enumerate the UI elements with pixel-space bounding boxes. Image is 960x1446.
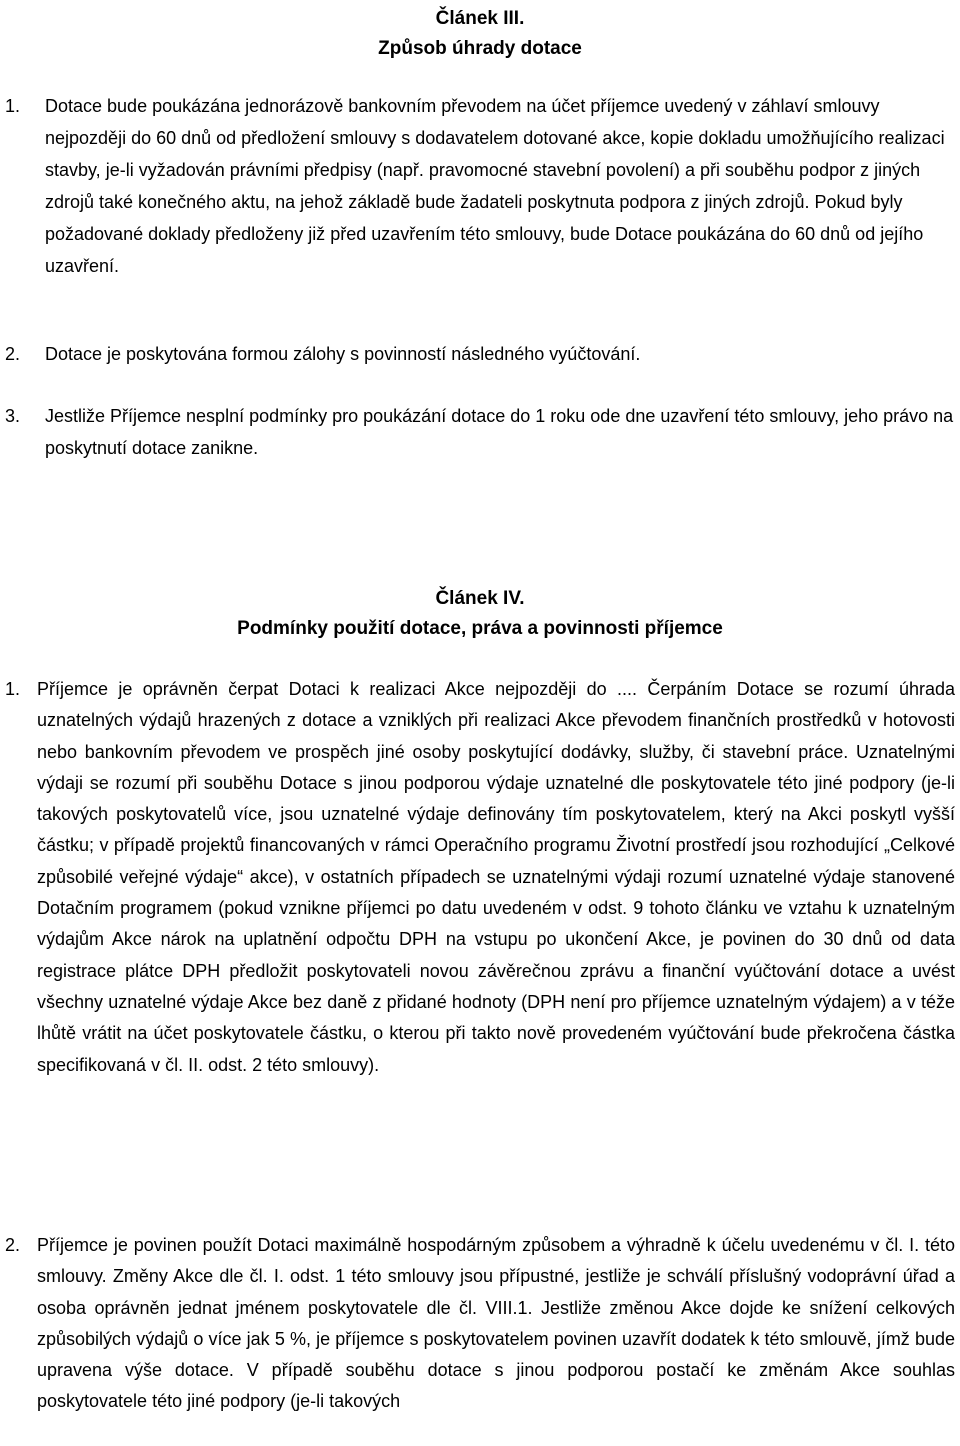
article-3-item-1 <box>5 90 955 282</box>
article-3-item-3 <box>5 400 955 464</box>
article-3-heading <box>0 4 960 64</box>
article-3-item-2 <box>5 338 955 370</box>
item-text: Jestliže Příjemce nesplní podmínky pro poukázání dotace do 1 roku ode dne uzavření této smlouvy, jeho právo na poskytnutí dotace zanikne. <box>45 406 954 458</box>
item-text: Příjemce je oprávněn čerpat Dotaci k realizaci Akce nejpozději do .... Čerpáním Dotace se rozumí úhrada uznatelných výdajů hrazených z dotace a vzniklých při realizaci Akce převodem finančních prostředků v hotovosti nebo bankovním převodem ve prospěch jiné osoby poskytující dodávky, služby, či stavební práce. Uznatelnými výdaji se rozumí při souběhu Dotace s jinou podporou výdaje uznatelné dle poskytovatele této jiné podpory (je-li takových poskytovatelů více, jsou uznatelné výdaje definovány tím poskytovatelem, který na Akci poskytl vyšší částku; v případě projektů financovaných v rámci Operačního programu Životní prostředí jsou rozhodující „Celkové způsobilé veřejné výdaje“ akce), v ostatních případech se uznatelnými výdaji rozumí uznatelné výdaje stanovené Dotačním programem (pokud vznikne příjemci po datu uvedeném v odst. 9 tohoto článku ve vztahu k uznatelným výdajům Akce nárok na uplatnění odpočtu DPH na vstupu po ukončení Akce, je povinen do 30 dnů od data registrace plátce DPH předložit poskytovateli novou závěrečnou zprávu a finanční vyúčtování dotace a uvést všechny uznatelné výdaje Akce bez daně z přidané hodnoty (DPH není pro příjemce uznatelným výdajem) a v téže lhůtě vrátit na účet poskytovatele částku, o kterou při takto nově provedeném vyúčtování bude překročena částka specifikovaná v čl. II. odst. 2 této smlouvy). <box>37 679 955 1075</box>
article-4-item-2 <box>5 1230 955 1418</box>
item-number: 1. <box>5 96 21 116</box>
item-number: 1. <box>5 679 21 699</box>
article-3-subtitle: Způsob úhrady dotace <box>378 38 582 59</box>
article-4-item-1 <box>5 674 955 1081</box>
item-number: 2. <box>5 344 21 364</box>
article-4-title: Článek IV. <box>435 588 525 609</box>
article-4-subtitle: Podmínky použití dotace, práva a povinnosti příjemce <box>237 618 723 639</box>
item-number: 3. <box>5 406 21 426</box>
item-text: Dotace bude poukázána jednorázově bankovním převodem na účet příjemce uvedený v záhlaví smlouvy nejpozději do 60 dnů od předložení smlouvy s dodavatelem dotované akce, kopie dokladu umožňujícího realizaci stavby, je-li vyžadován právními předpisy (např. pravomocné stavební povolení) a při souběhu podpor z jiných zdrojů také konečného aktu, na jehož základě bude žadateli poskytnuta podpora z jiných zdrojů. Pokud byly požadované doklady předloženy již před uzavřením této smlouvy, bude Dotace poukázána do 60 dnů od jejího uzavření. <box>45 96 945 276</box>
article-4-heading <box>0 584 960 644</box>
item-text: Příjemce je povinen použít Dotaci maximálně hospodárným způsobem a výhradně k účelu uvedenému v čl. I. této smlouvy. Změny Akce dle čl. I. odst. 1 této smlouvy jsou přípustné, jestliže je schválí příslušný vodoprávní úřad a osoba oprávněn jednat jménem poskytovatele dle čl. VIII.1. Jestliže změnou Akce dojde ke snížení celkových způsobilých výdajů o více jak 5 %, je příjemce s poskytovatelem povinen uzavřít dodatek k této smlouvě, jímž bude upravena výše dotace. V případě souběhu dotace s jinou podporou postačí ke změnám Akce souhlas poskytovatele této jiné podpory (je-li takových <box>37 1235 955 1412</box>
article-3-title: Článek III. <box>435 8 525 29</box>
item-number: 2. <box>5 1235 21 1255</box>
item-text: Dotace je poskytována formou zálohy s povinností následného vyúčtování. <box>45 344 641 364</box>
